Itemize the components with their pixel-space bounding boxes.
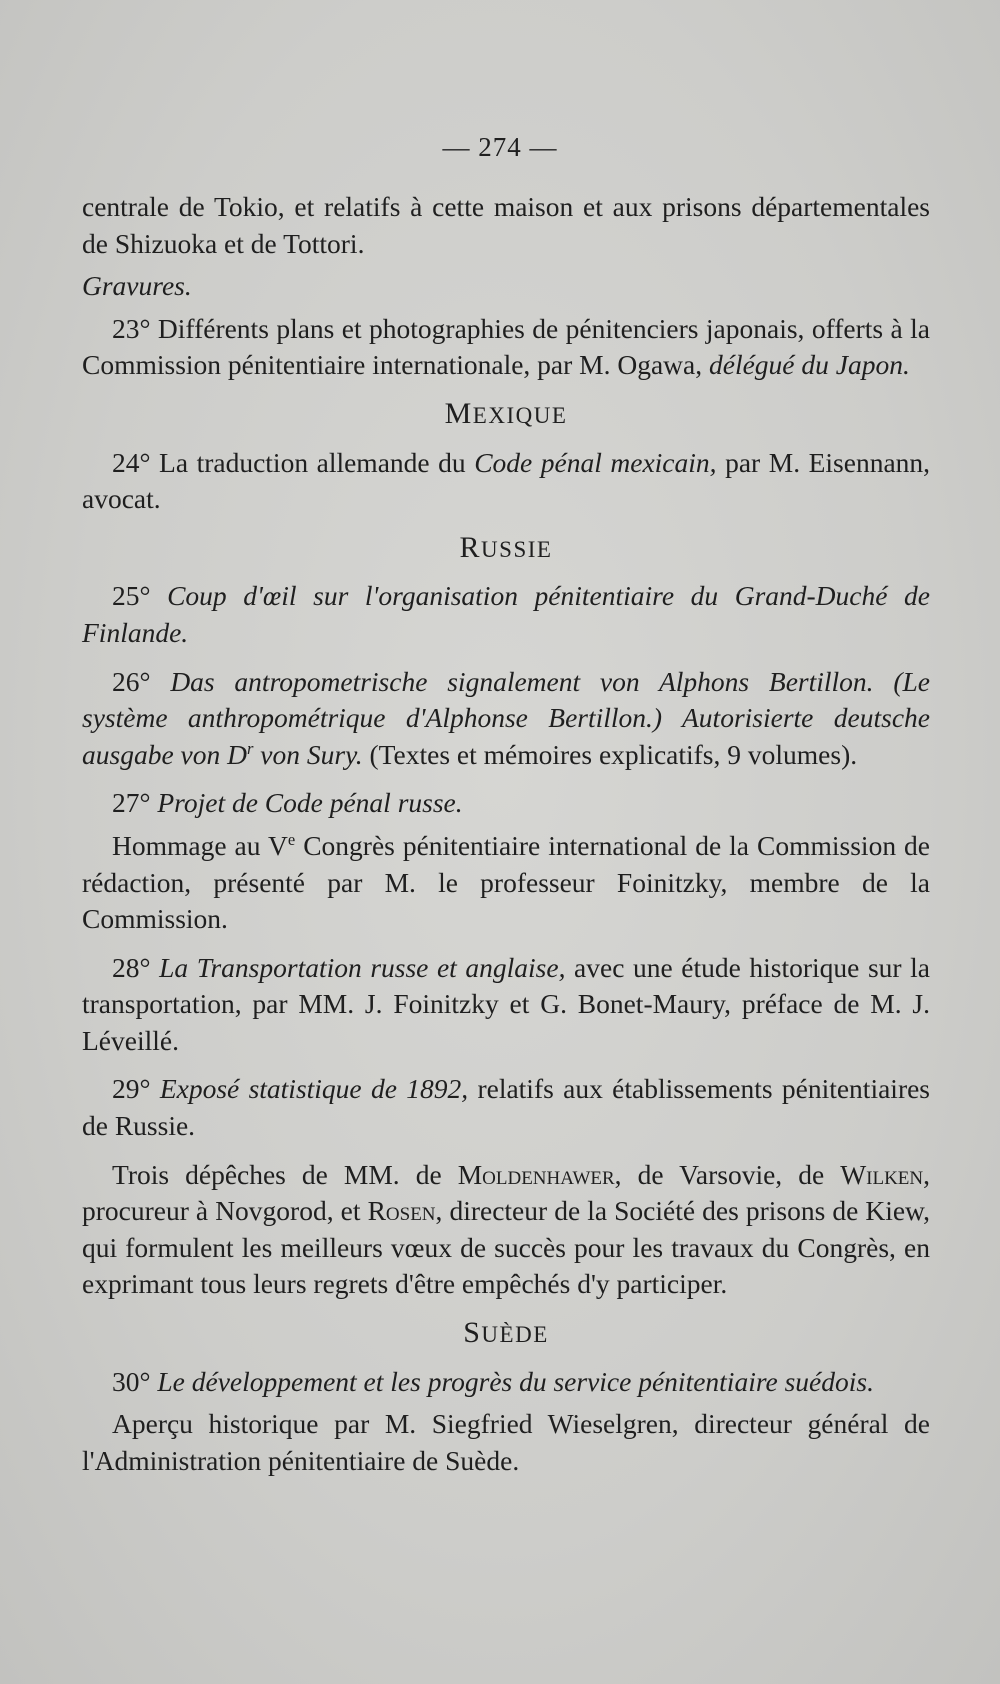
item-27-hommage: Hommage au Ve Congrès pénitentiaire international de la Commission de rédaction, présenté par M. le professeur Foinitzky, membre de la Commission. <box>82 829 931 935</box>
gravures-label: Gravures. <box>82 270 192 302</box>
item-29 <box>82 1071 930 1144</box>
item-number: 30° <box>112 1365 151 1397</box>
item-text: par M. Eisennann, avocat. <box>82 446 931 515</box>
item-number: 27° <box>112 787 151 819</box>
item-26 <box>82 664 930 774</box>
section-heading-mexique: MEXIQUE <box>444 396 568 430</box>
item-text: relatifs aux établissements pénitentiaires de Russie. <box>82 1073 931 1142</box>
person-name: Moldenhawer <box>457 1158 615 1190</box>
item-23 <box>82 311 930 384</box>
person-name: Wilken <box>840 1158 924 1190</box>
item-number: 23° <box>112 312 151 344</box>
item-28 <box>82 950 930 1060</box>
section-heading-suede: SUÈDE <box>463 1316 549 1350</box>
depeches-paragraph: Trois dépêches de MM. de Moldenhawer, de Varsovie, de Wilken, procureur à Novgorod, et Rosen, directeur de la Société des prisons de Kiew, qui formulent les meilleurs vœux de succès pour les travaux du Congrès, en exprimant tous leurs regrets d'être empêchés d'y participer. <box>82 1158 931 1300</box>
item-27 <box>82 785 930 822</box>
item-title: La Transportation russe et anglaise, <box>159 951 566 983</box>
section-heading-russie: RUSSIE <box>459 530 553 564</box>
item-text: Différents plans et photographies de pénitenciers japonais, offerts à la Commission pénitentiaire internationale, par M. Ogawa, <box>82 312 930 381</box>
item-30 <box>82 1364 930 1401</box>
item-number: 26° <box>112 665 151 697</box>
item-text: La traduction allemande du <box>159 446 466 478</box>
item-title: Das antropometrische signalement von Alphons Bertillon. (Le système anthropométrique d'Alphonse Bertillon.) Autorisierte deutsche ausgabe von $D^r$ von Sury. <box>82 665 930 770</box>
item-25 <box>82 578 930 651</box>
intro-paragraph <box>82 189 930 262</box>
item-text: avec une étude historique sur la transportation, par MM. J. Foinitzky et G. Bonet-Maury, préface de M. J. Léveillé. <box>82 951 930 1056</box>
item-italic: délégué du Japon. <box>709 349 910 381</box>
item-title: Projet de Code pénal russe. <box>157 787 463 819</box>
item-number: 24° <box>112 446 151 478</box>
item-title: Code pénal mexicain, <box>474 446 717 478</box>
person-name: Rosen <box>367 1195 436 1227</box>
page-number: — 274 — <box>442 132 558 162</box>
item-title: Le développement et les progrès du service pénitentiaire suédois. <box>157 1365 874 1397</box>
page-body <box>82 189 930 1491</box>
item-title: Exposé statistique de 1892, <box>159 1073 469 1105</box>
item-24 <box>82 445 930 518</box>
item-number: 25° <box>112 580 151 612</box>
item-number: 28° <box>112 951 151 983</box>
intro-text: centrale de Tokio, et relatifs à cette maison et aux prisons départementales de Shizuoka et de Tottori. <box>82 191 930 259</box>
item-30-apercu: Aperçu historique par M. Siegfried Wieselgren, directeur général de l'Administration pénitentiaire de Suède. <box>82 1408 930 1476</box>
item-text: (Textes et mémoires explicatifs, 9 volumes). <box>369 738 858 770</box>
item-number: 29° <box>112 1073 151 1105</box>
item-title: Coup d'œil sur l'organisation pénitentiaire du Grand-Duché de Finlande. <box>82 580 930 648</box>
